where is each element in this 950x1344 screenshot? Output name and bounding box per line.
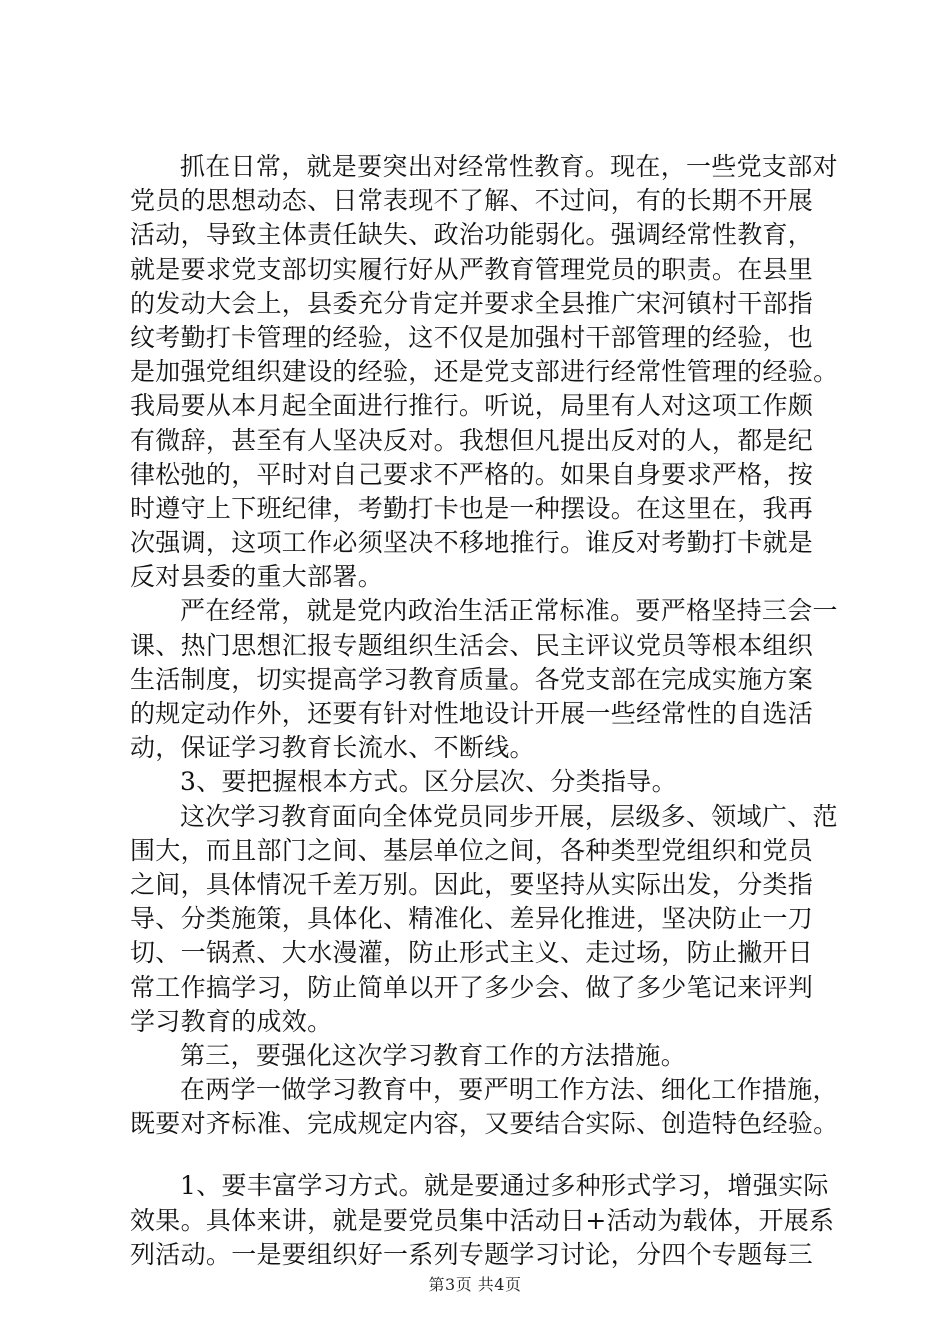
section-heading: 第三，要强化这次学习教育工作的方法措施。 [180,1040,687,1070]
text-line: 在两学一做学习教育中，要严明工作方法、细化工作措施， [180,1075,838,1105]
text-line: 切、一锅煮、大水漫灌，防止形式主义、走过场，防止撇开日 [130,938,814,968]
text-line: 活动，导致主体责任缺失、政治功能弱化。强调经常性教育， [130,220,814,250]
text-line: 1、要丰富学习方式。就是要通过多种形式学习，增强实际 [180,1171,829,1201]
text-line: 学习教育的成效。 [130,1006,333,1036]
text-line: 严在经常，就是党内政治生活正常标准。要严格坚持三会一 [180,596,838,626]
text-line: 效果。具体来讲，就是要党员集中活动日+活动为载体，开展系 [130,1205,835,1235]
text-line: 常工作搞学习，防止简单以开了多少会、做了多少笔记来评判 [130,972,814,1002]
text-line: 这次学习教育面向全体党员同步开展，层级多、领域广、范 [180,801,838,831]
text-line: 时遵守上下班纪律，考勤打卡也是一种摆设。在这里在，我再 [130,493,814,523]
text-line: 次强调，这项工作必须坚决不移地推行。谁反对考勤打卡就是 [130,528,814,558]
text-line: 围大，而且部门之间、基层单位之间，各种类型党组织和党员 [130,835,814,865]
document-body [130,150,839,1272]
text-line: 反对县委的重大部署。 [130,562,384,592]
text-line: 动，保证学习教育长流水、不断线。 [130,733,535,763]
text-line: 课、热门思想汇报专题组织生活会、民主评议党员等根本组织 [130,630,814,660]
text-line: 律松弛的，平时对自己要求不严格的。如果自身要求严格，按 [130,459,814,489]
text-line: 的规定动作外，还要有针对性地设计开展一些经常性的自选活 [130,699,814,728]
text-line: 就是要求党支部切实履行好从严教育管理党员的职责。在县里 [130,254,814,284]
text-line: 既要对齐标准、完成规定内容，又要结合实际、创造特色经验。 [130,1109,839,1139]
text-line: 的发动大会上，县委充分肯定并要求全县推广宋河镇村干部指 [130,288,814,318]
text-line: 是加强党组织建设的经验，还是党支部进行经常性管理的经验。 [130,357,839,387]
page-number-footer: 第3页 共4页 [428,1275,522,1294]
text-line: 纹考勤打卡管理的经验，这不仅是加强村干部管理的经验，也 [130,322,814,352]
text-line: 抓在日常，就是要突出对经常性教育。现在，一些党支部对 [180,152,838,181]
text-line: 党员的思想动态、日常表现不了解、不过问，有的长期不开展 [130,186,814,216]
text-line: 之间，具体情况千差万别。因此，要坚持从实际出发，分类指 [130,869,814,899]
text-line: 导、分类施策，具体化、精准化、差异化推进，坚决防止一刀 [130,904,814,934]
paragraph-gap [130,1141,830,1169]
text-line: 有微辞，甚至有人坚决反对。我想但凡提出反对的人，都是纪 [130,425,814,455]
text-line: 列活动。一是要组织好一系列专题学习讨论，分四个专题每三 [130,1239,814,1269]
text-line: 我局要从本月起全面进行推行。听说，局里有人对这项工作颇 [130,391,814,421]
text-line: 生活制度，切实提高学习教育质量。各党支部在完成实施方案 [130,664,814,694]
section-heading: 3、要把握根本方式。区分层次、分类指导。 [180,767,677,797]
